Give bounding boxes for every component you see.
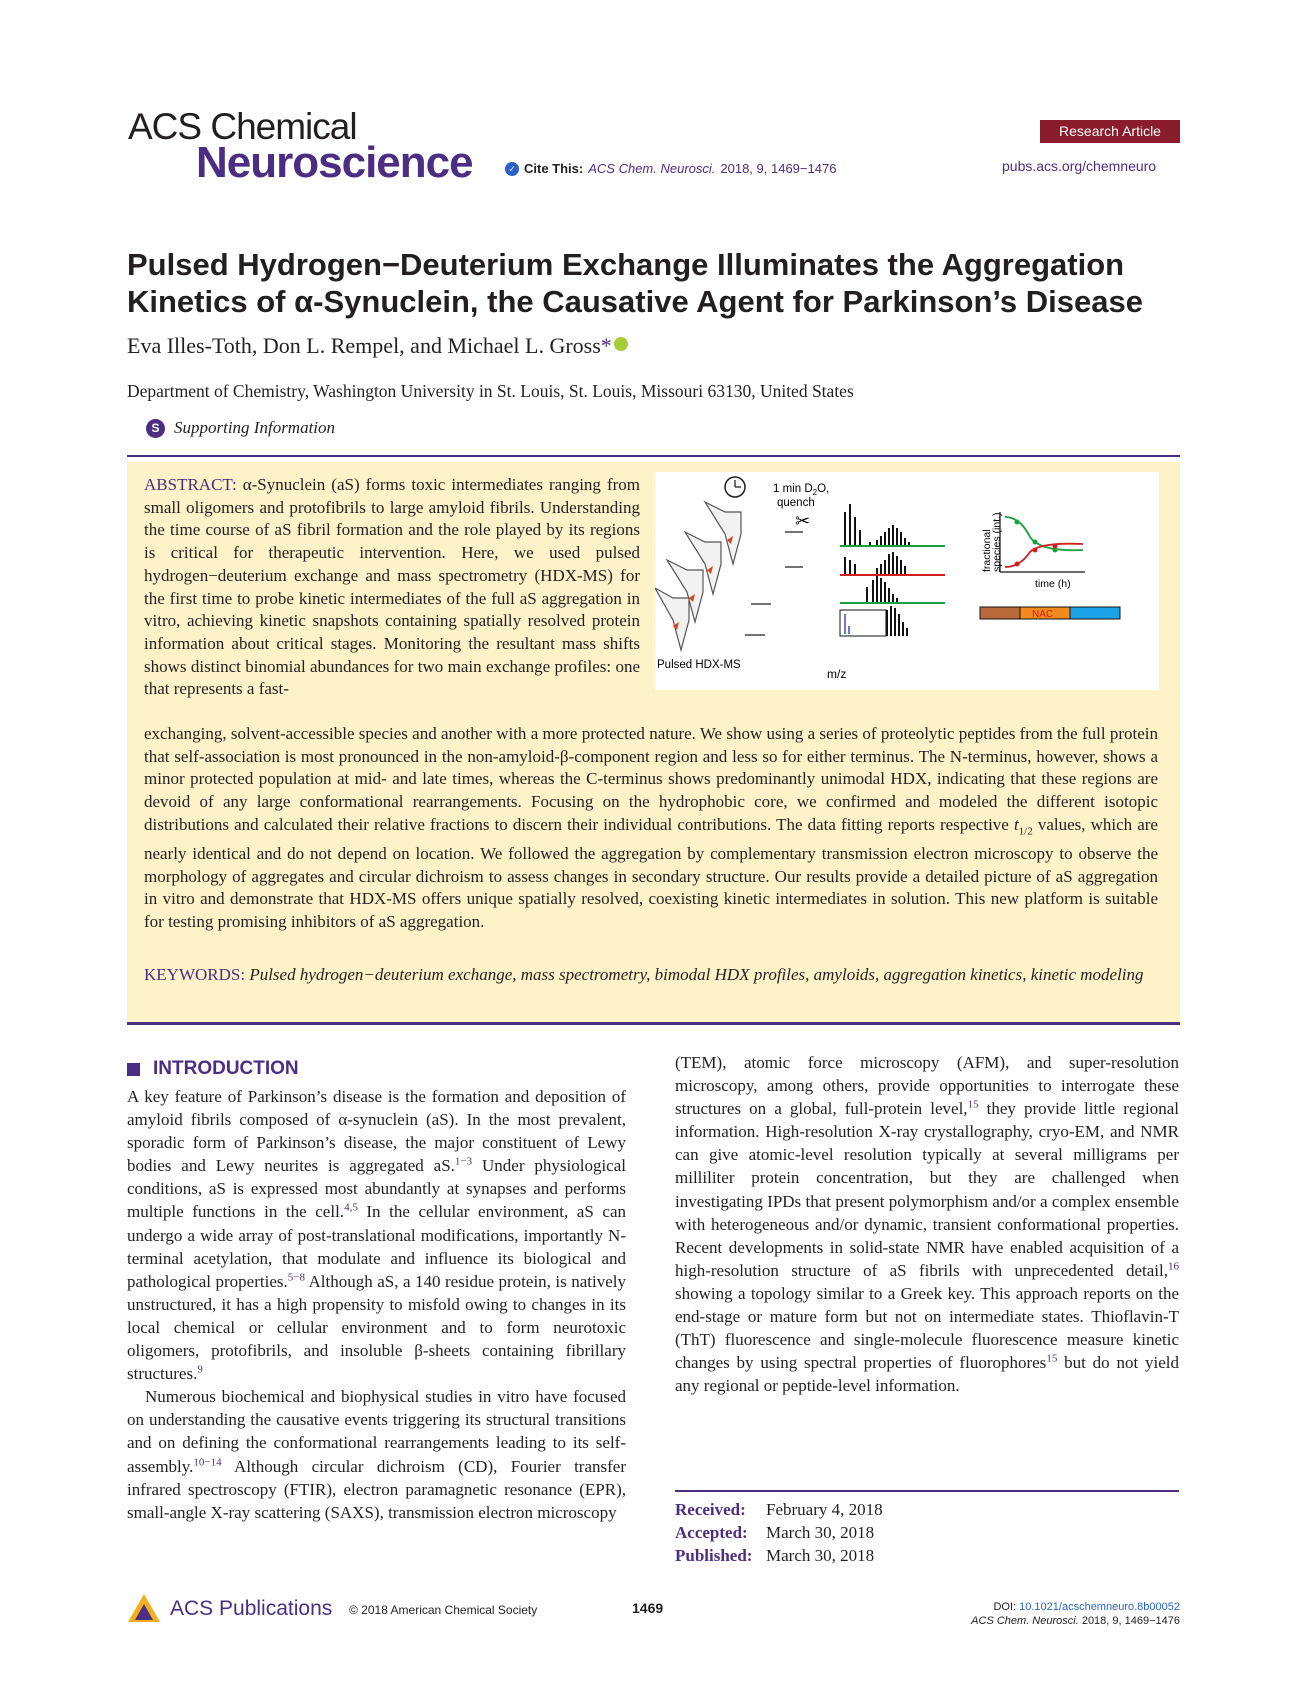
publisher-name: ACS Publications xyxy=(170,1597,333,1620)
paragraph: Numerous biochemical and biophysical studies in vitro have focused on understanding the causative events triggering its structural transitions and on defining the conformational rearrangements leading to its self-assembly.$^{10-14}$ Although circular dichroism (CD), Fourier transfer infrared spectroscopy (FTIR), electron paramagnetic resonance (EPR), small-angle X-ray scattering (SAXS), transmission electron microscopy xyxy=(127,1387,626,1522)
body-column-right xyxy=(675,1051,1179,1397)
keywords-label: KEYWORDS: xyxy=(144,965,246,984)
abstract-text-column xyxy=(144,474,640,701)
reference-link[interactable]: 4,5 xyxy=(344,1201,358,1214)
title-line-1: Pulsed Hydrogen−Deuterium Exchange Illuminates the Aggregation xyxy=(127,247,1125,282)
inset-spectrum xyxy=(840,610,886,636)
graphic-step-label: 1 $\min D_2O$, xyxy=(773,483,830,497)
paragraph: (TEM), atomic force microscopy (AFM), and super-resolution microscopy, among others, provide opportunities to interrogate these structures on a global, full-protein level,$^{15}$ they provide little regional information. High-resolution X-ray crystallography, cryo-EM, and NMR can give atomic-level resolution typically at several milligrams per milliliter protein concentration, but they are challenged when investigating IPDs that present polymorphism and/or a complex ensemble with heterogeneous and/or dynamic, transient conformational properties. Recent developments in solid-state NMR have enabled acquisition of a high-resolution structure of aS fibrils with unprecedented detail,$^{16}$ showing a topology similar to a Greek key. This approach reports on the end-stage or mature form but not on intermediate states. Thioflavin-T (ThT) fluorescence and single-molecule fluorescence measure kinetic changes by using spectral properties of fluorophores$^{15}$ but do not yield any regional or peptide-level information. xyxy=(675,1053,1179,1396)
corresponding-author-mark[interactable]: * xyxy=(600,333,612,358)
article-title xyxy=(127,246,1187,320)
paragraph: A key feature of Parkinson’s disease is the formation and deposition of amyloid fibrils composed of α-synuclein (aS). In the most prevalent, sporadic form of Parkinson’s disease, the major constituent of Lewy bodies and Lewy neurites is aggregated aS.$^{1-3}$ Under physiological conditions, aS is expressed most abundantly at synapses and performs multiple functions in the cell.$^{4,5}$ In the cellular environment, aS can undergo a wide array of post-translational modifications, importantly N-terminal acetylation, that modulate and influence its biological and pathological properties.$^{5-8}$ Although aS, a 140 residue protein, is natively unstructured, it has a high propensity to misfold owing to changes in its local chemical or cellular environment and to form neurotoxic oligomers, protofibrils, and insoluble β-sheets containing fibrillary structures.$^9$ xyxy=(127,1087,626,1384)
reference-link[interactable]: 5−8 xyxy=(287,1271,305,1284)
t-half-sub: 1/2 xyxy=(1018,825,1033,838)
graphic-left-caption: Pulsed HDX-MS xyxy=(657,659,741,671)
journal-logo-line2: Neuroscience xyxy=(196,138,473,187)
clock-icon xyxy=(725,477,745,497)
orcid-icon[interactable] xyxy=(614,337,628,351)
section-square-icon xyxy=(127,1063,140,1076)
check-icon: ✓ xyxy=(505,162,519,176)
date-received: Received: February 4, 2018 xyxy=(675,1500,883,1519)
domain-bar-n xyxy=(980,607,1020,619)
abstract-column-text: α-Synuclein (aS) forms toxic intermediates ranging from small oligomers and protofibrils to large amyloid fibrils. Understanding the time course of aS fibril formation and the role played by its regions is critical for therapeutic intervention. Here, we used pulsed hydrogen−deuterium exchange and mass spectrometry (HDX-MS) for the first time to probe kinetic intermediates of the full aS aggregation in vitro, achieving kinetic snapshots containing spatially resolved protein information about critical stages. Monitoring the resultant mass shifts shows distinct binomial abundances for two main exchange profiles: one that represents a fast- xyxy=(144,475,641,699)
divider xyxy=(675,1490,1179,1492)
reference-link[interactable]: 15 xyxy=(967,1098,979,1111)
graphic-y-caption-1: fractional xyxy=(981,529,993,572)
acs-publications-logo[interactable] xyxy=(126,1592,332,1626)
toc-graphic-svg xyxy=(655,472,1159,690)
doi-link[interactable]: 10.1021/acschemneuro.8b00052 xyxy=(1019,1601,1180,1613)
supporting-info-icon: S xyxy=(146,419,165,438)
keywords-list: Pulsed hydrogen−deuterium exchange, mass spectrometry, bimodal HDX profiles, amyloids, aggregation kinetics, kinetic modeling xyxy=(249,965,1144,984)
affiliation: Department of Chemistry, Washington University in St. Louis, St. Louis, Missouri 63130, United States xyxy=(127,381,854,401)
reference-link[interactable]: 9 xyxy=(197,1363,203,1376)
abstract-full-text-a: exchanging, solvent-accessible species and another with a more protected nature. We show using a series of proteolytic peptides from the full protein that self-association is most pronounced in the non-amyloid-β-component region and less so for either terminus. The N-terminus, however, shows a minor protected population at mid- and late times, whereas the C-terminus shows predominantly unimodal HDX, indicating that these regions are devoid of any large conformational rearrangements. Focusing on the hydrophobic core, we confirmed and modeled the different isotopic distributions and calculated their relative fractions to discern their individual contributions. The data fitting reports respective xyxy=(144,724,1158,834)
introduction-heading-text: INTRODUCTION xyxy=(153,1058,299,1079)
graphic-x-caption: m/z xyxy=(827,667,847,681)
abstract-text-full xyxy=(144,723,1158,934)
cite-details[interactable]: 2018, 9, 1469−1476 xyxy=(720,161,837,176)
cite-this[interactable] xyxy=(505,161,836,176)
graphic-time-caption: time (h) xyxy=(1035,578,1071,590)
supporting-information-link[interactable] xyxy=(146,418,335,438)
graphic-y-caption-2: species (int.) xyxy=(991,512,1003,572)
keywords xyxy=(144,963,1158,986)
reference-link[interactable]: 1−3 xyxy=(454,1155,473,1168)
date-published: Published: March 30, 2018 xyxy=(675,1546,875,1565)
date-accepted: Accepted: March 30, 2018 xyxy=(675,1523,875,1542)
scissors-icon: ✂ xyxy=(795,511,811,531)
author-list xyxy=(127,333,628,359)
tube-icon xyxy=(655,502,741,650)
reference-link[interactable]: 16 xyxy=(1168,1260,1179,1273)
supporting-info-label[interactable]: Supporting Information xyxy=(174,418,336,437)
graphic-quench-label: quench xyxy=(777,497,815,509)
t-half-symbol: t xyxy=(1013,814,1019,834)
article-type-badge: Research Article xyxy=(1040,120,1180,143)
reference-link[interactable]: 10−14 xyxy=(193,1455,222,1468)
journal-url-link[interactable]: pubs.acs.org/chemneuro xyxy=(1002,158,1157,174)
introduction-heading xyxy=(127,1058,299,1080)
journal-logo-line1: ACS Chemical xyxy=(128,106,357,147)
authors: Eva Illes-Toth, Don L. Rempel, and Michael L. Gross xyxy=(127,333,601,358)
arrow-icon xyxy=(745,532,803,635)
abstract-full-text-b: values, which are nearly identical and do not depend on location. We followed the aggregation by complementary transmission electron microscopy to observe the morphology of aggregates and circular dichroism to assess changes in secondary structure. Our results provide a detailed picture of aS aggregation in vitro and demonstrate that HDX-MS offers unique spatially resolved, coexisting kinetic intermediates in solution. This new platform is suitable for testing promising inhibitors of aS aggregation. xyxy=(144,814,1158,932)
reference-link[interactable]: 15 xyxy=(1046,1352,1058,1365)
body-column-left xyxy=(127,1085,626,1524)
graphic-bar-label: NAC xyxy=(1032,609,1054,620)
title-line-2: Kinetics of α-Synuclein, the Causative Agent for Parkinson’s Disease xyxy=(127,284,1143,319)
divider xyxy=(127,455,1180,457)
domain-bar-c xyxy=(1070,607,1120,619)
kinetic-plot xyxy=(1000,512,1085,572)
cite-journal[interactable]: ACS Chem. Neurosci. xyxy=(588,161,716,176)
toc-graphic xyxy=(655,472,1159,690)
page-number: 1469 xyxy=(632,1600,664,1616)
cite-label: Cite This: xyxy=(524,161,584,176)
doi-info: DOI: 10.1021/acschemneuro.8b00052 ACS Chem. Neurosci. 2018, 9, 1469−1476 xyxy=(971,1601,1180,1627)
copyright: © 2018 American Chemical Society xyxy=(349,1603,538,1617)
abstract-label: ABSTRACT: xyxy=(144,475,237,494)
acs-logo-icon xyxy=(126,1592,162,1626)
